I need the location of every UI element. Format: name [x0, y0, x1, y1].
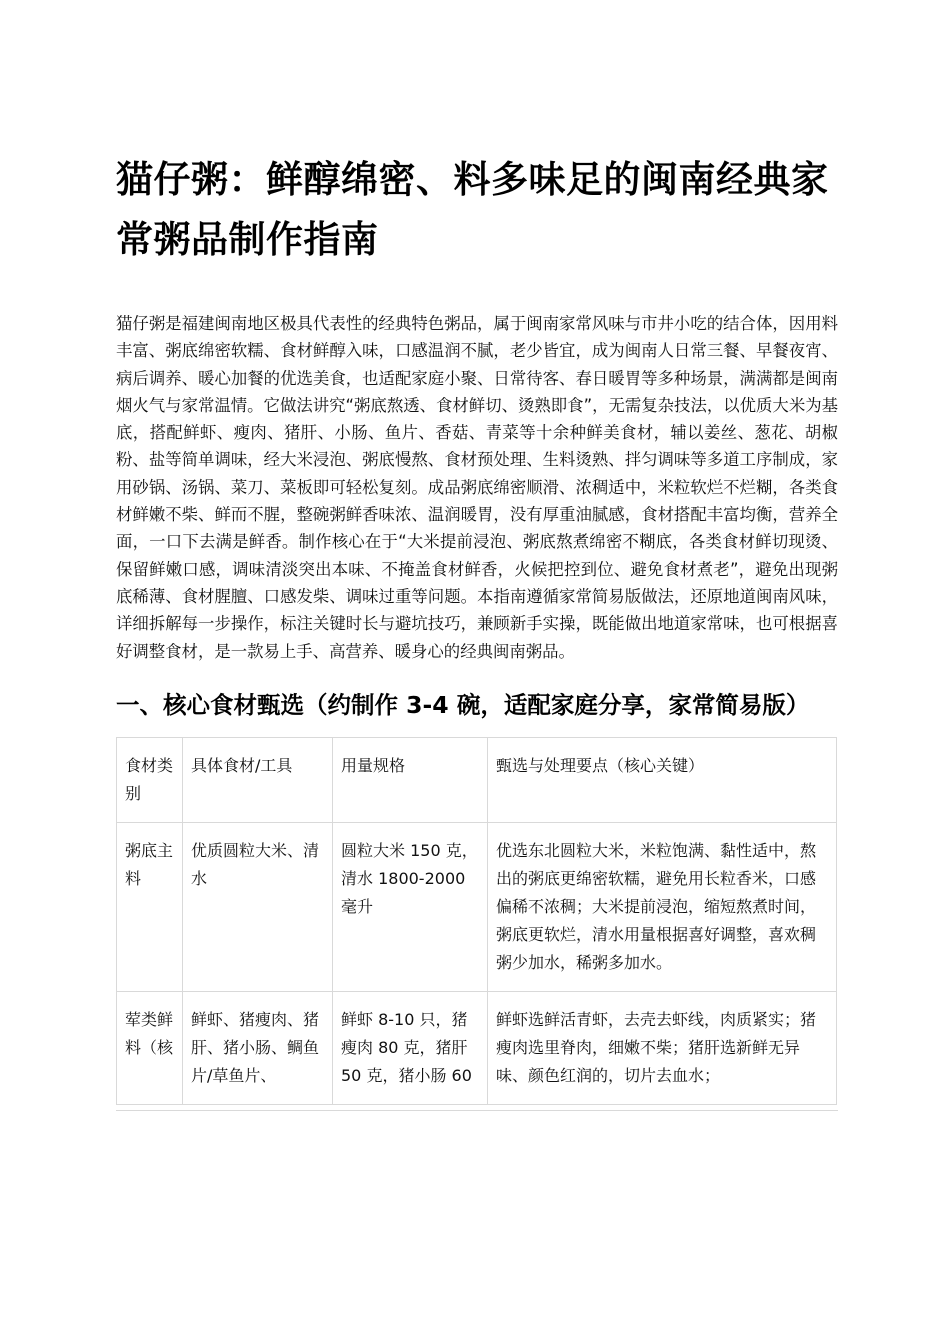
- document-page: [116, 150, 838, 1111]
- table-header-cell: 甄选与处理要点（核心关键）: [488, 737, 837, 822]
- intro-paragraph: 猫仔粥是福建闽南地区极具代表性的经典特色粥品，属于闽南家常风味与市井小吃的结合体，因用料丰富、粥底绵密软糯、食材鲜醇入味，口感温润不腻，老少皆宜，成为闽南人日常三餐、早餐夜宵、病后调养、暖心加餐的优选美食，也适配家庭小聚、日常待客、春日暖胃等多种场景，满满都是闽南烟火气与家常温情。它做法讲究“粥底熬透、食材鲜切、烫熟即食”，无需复杂技法，以优质大米为基底，搭配鲜虾、瘦肉、猪肝、小肠、鱼片、香菇、青菜等十余种鲜美食材，辅以姜丝、葱花、胡椒粉、盐等简单调味，经大米浸泡、粥底慢熬、食材预处理、生料烫熟、拌匀调味等多道工序制成，家用砂锅、汤锅、菜刀、菜板即可轻松复刻。成品粥底绵密顺滑、浓稠适中，米粒软烂不烂糊，各类食材鲜嫩不柴、鲜而不腥，整碗粥鲜香味浓、温润暖胃，没有厚重油腻感，食材搭配丰富均衡，营养全面，一口下去满是鲜香。制作核心在于“大米提前浸泡、粥底熬煮绵密不糊底，各类食材鲜切现烫、保留鲜嫩口感，调味清淡突出本味、不掩盖食材鲜香，火候把控到位、避免食材煮老”，避免出现粥底稀薄、食材腥膻、口感发柴、调味过重等问题。本指南遵循家常简易版做法，还原地道闽南风味，详细拆解每一步操作，标注关键时长与避坑技巧，兼顾新手实操，既能做出地道家常味，也可根据喜好调整食材，是一款易上手、高营养、暖身心的经典闽南粥品。: [116, 314, 838, 661]
- table-cell-items: 鲜虾、猪瘦肉、猪肝、猪小肠、鲷鱼片/草鱼片、: [183, 991, 333, 1104]
- table-header-cell: 用量规格: [333, 737, 488, 822]
- table-cell-notes: 鲜虾选鲜活青虾，去壳去虾线，肉质紧实；猪瘦肉选里脊肉，细嫩不柴；猪肝选新鲜无异味、颜色红润的，切片去血水；: [488, 991, 837, 1104]
- table-row: [117, 991, 837, 1104]
- ingredients-table: [116, 737, 837, 1105]
- table-cell-amount: 鲜虾 8-10 只，猪瘦肉 80 克，猪肝 50 克，猪小肠 60: [333, 991, 488, 1104]
- section-heading-ingredients: 一、核心食材甄选（约制作 3-4 碗，适配家庭分享，家常简易版）: [116, 690, 810, 719]
- table-cell-amount: 圆粒大米 150 克，清水 1800-2000 毫升: [333, 822, 488, 991]
- table-header-cell: 食材类别: [117, 737, 183, 822]
- document-title: 猫仔粥：鲜醇绵密、料多味足的闽南经典家常粥品制作指南: [116, 158, 829, 261]
- table-row: [117, 822, 837, 991]
- table-cell-notes: 优选东北圆粒大米，米粒饱满、黏性适中，熬出的粥底更绵密软糯，避免用长粒香米，口感偏稀不浓稠；大米提前浸泡，缩短熬煮时间，粥底更软烂，清水用量根据喜好调整，喜欢稠粥少加水，稀粥多加水。: [488, 822, 837, 991]
- table-cell-category: 粥底主料: [117, 822, 183, 991]
- table-cell-category: 荤类鲜料（核: [117, 991, 183, 1104]
- table-header-row: [117, 737, 837, 822]
- ingredients-table-container: [116, 737, 838, 1111]
- table-cell-items: 优质圆粒大米、清水: [183, 822, 333, 991]
- table-header-cell: 具体食材/工具: [183, 737, 333, 822]
